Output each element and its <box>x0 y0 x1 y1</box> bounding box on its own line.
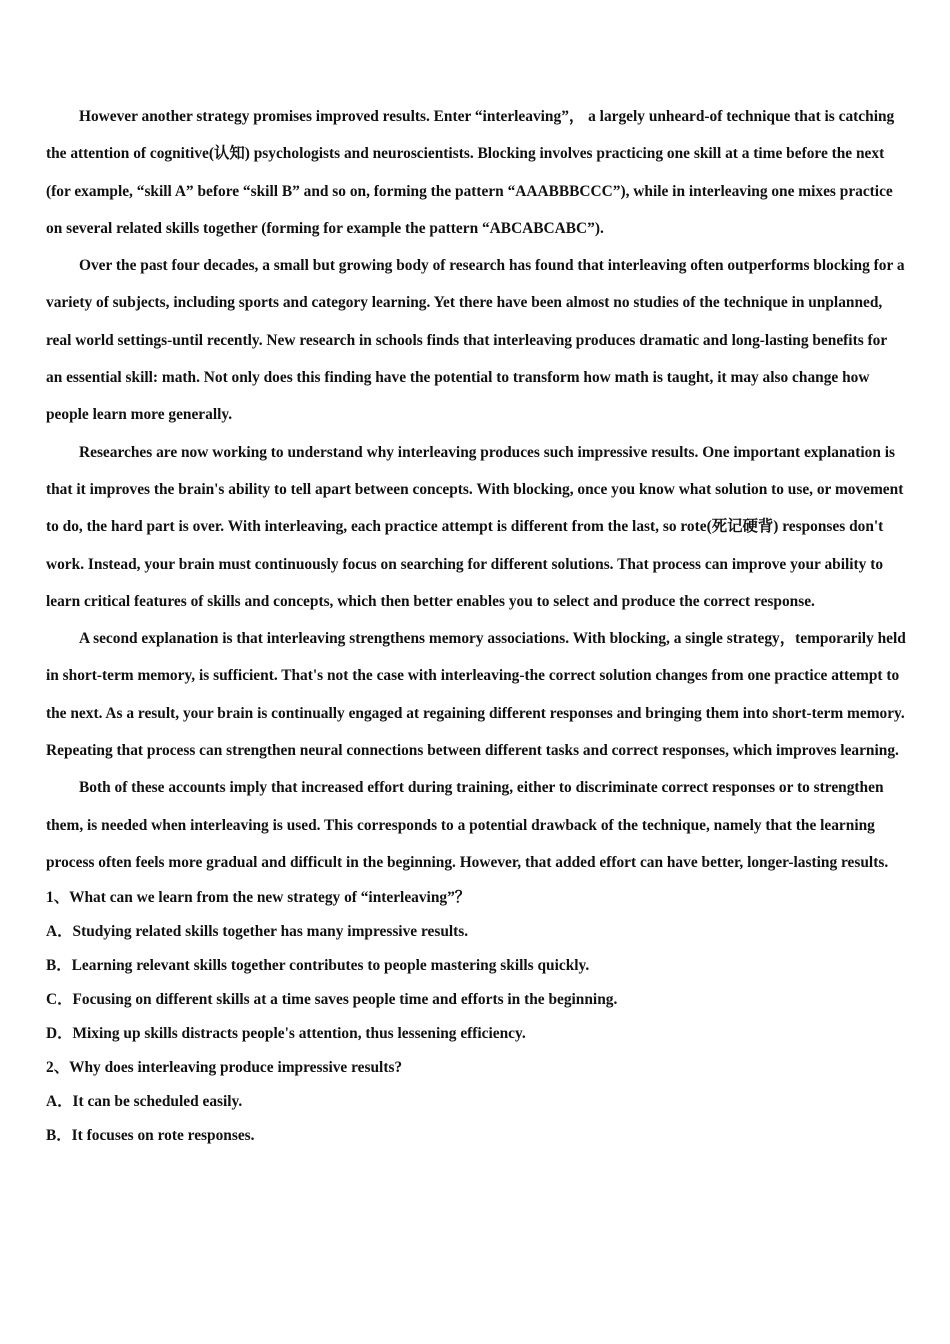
question-2-option-a: A．It can be scheduled easily. <box>46 1093 243 1111</box>
question-1-option-d: D．Mixing up skills distracts people's attention, thus lessening efficiency. <box>46 1025 526 1043</box>
question-1 <box>46 881 906 1051</box>
passage-paragraph-4: A second explanation is that interleaving strengthens memory associations. With blocking, a single strategy，temporarily held in short-term memory, is sufficient. That's not the case with interleaving-the correct solution changes from one practice attempt to the next. As a result, your brain is continually engaged at regaining different responses and bringing them into short-term memory. Repeating that process can strengthen neural connections between different tasks and correct responses, which improves learning. <box>46 630 906 760</box>
question-2-stem: 2、Why does interleaving produce impressive results? <box>46 1059 403 1077</box>
passage-paragraph-3: Researches are now working to understand why interleaving produces such impressive results. One important explanation is that it improves the brain's ability to tell apart between concepts. With blocking, once you know what solution to use, or movement to do, the hard part is over. With interleaving, each practice attempt is different from the last, so rote(死记硬背) responses don't work. Instead, your brain must continuously focus on searching for different solutions. That process can improve your ability to learn critical features of skills and concepts, which then better enables you to select and produce the correct response. <box>46 443 904 610</box>
question-1-option-c: C．Focusing on different skills at a time saves people time and efforts in the beginning. <box>46 991 618 1009</box>
passage-paragraph-5: Both of these accounts imply that increased effort during training, either to discriminate correct responses or to strengthen them, is needed when interleaving is used. This corresponds to a potential drawback of the technique, namely that the learning process often feels more gradual and difficult in the beginning. However, that added effort can have better, longer-lasting results. <box>46 779 889 871</box>
document-page <box>46 98 906 1153</box>
question-2 <box>46 1051 906 1153</box>
question-1-option-b: B．Learning relevant skills together contributes to people mastering skills quickly. <box>46 957 590 975</box>
question-1-option-a: A．Studying related skills together has many impressive results. <box>46 923 469 941</box>
passage-paragraph-1: However another strategy promises improved results. Enter “interleaving”， a largely unheard-of technique that is catching the attention of cognitive(认知) psychologists and neuroscientists. Blocking involves practicing one skill at a time before the next (for example, “skill A” before “skill B” and so on, forming the pattern “AAABBBCCC”), while in interleaving one mixes practice on several related skills together (forming for example the pattern “ABCABCABC”). <box>46 108 895 237</box>
question-2-option-b: B．It focuses on rote responses. <box>46 1127 255 1145</box>
reading-passage <box>46 98 906 881</box>
question-1-stem: 1、What can we learn from the new strategy of “interleaving”？ <box>46 889 471 907</box>
passage-paragraph-2: Over the past four decades, a small but growing body of research has found that interleaving often outperforms blocking for a variety of subjects, including sports and category learning. Yet there have been almost no studies of the technique in unplanned, real world settings-until recently. New research in schools finds that interleaving produces dramatic and long-lasting benefits for an essential skill: math. Not only does this finding have the potential to transform how math is taught, it may also change how people learn more generally. <box>46 257 905 424</box>
